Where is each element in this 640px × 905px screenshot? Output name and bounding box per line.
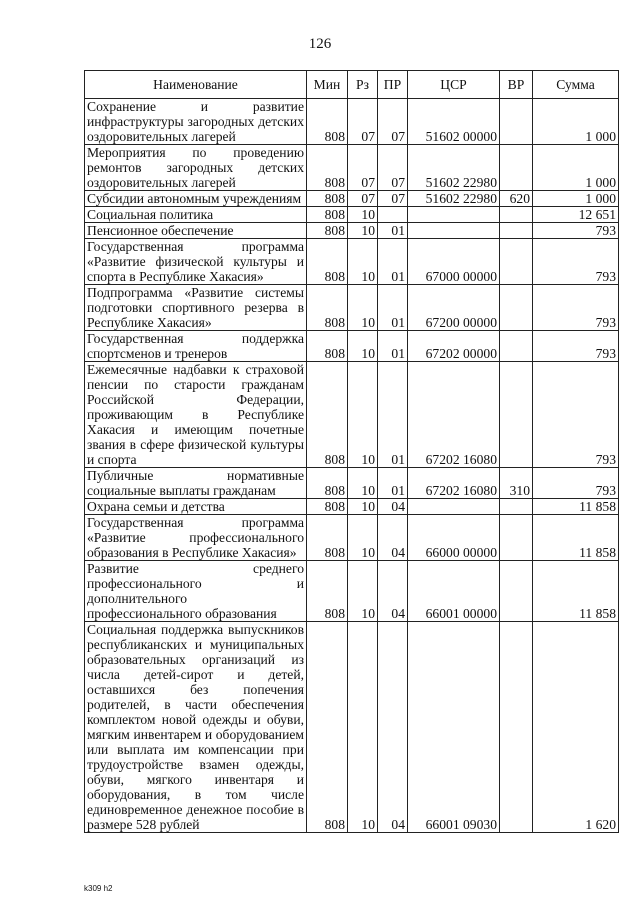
row-rz: 07: [348, 145, 378, 191]
document-code: k309 h2: [84, 884, 113, 893]
row-name: Подпрограмма «Развитие системы подготовки спортивного резерва в Республике Хакасия»: [85, 285, 307, 331]
row-csr: 66001 09030: [408, 622, 500, 833]
row-vr: [500, 362, 533, 468]
row-pr: 07: [378, 145, 408, 191]
header-csr: ЦСР: [408, 71, 500, 99]
row-csr: 67202 16080: [408, 362, 500, 468]
row-min: 808: [307, 468, 348, 499]
row-vr: [500, 561, 533, 622]
row-rz: 10: [348, 239, 378, 285]
row-sum: 12 651: [533, 207, 619, 223]
row-name: Государственная программа «Развитие профессионального образования в Республике Хакасия»: [85, 515, 307, 561]
row-name: Социальная политика: [85, 207, 307, 223]
row-rz: 10: [348, 515, 378, 561]
table-row: [85, 285, 619, 331]
row-rz: 07: [348, 99, 378, 145]
row-min: 808: [307, 207, 348, 223]
row-csr: [408, 207, 500, 223]
row-pr: 01: [378, 239, 408, 285]
row-sum: 793: [533, 331, 619, 362]
row-min: 808: [307, 99, 348, 145]
row-csr: [408, 499, 500, 515]
table-row: [85, 239, 619, 285]
row-sum: 793: [533, 223, 619, 239]
row-min: 808: [307, 285, 348, 331]
row-sum: 793: [533, 468, 619, 499]
row-min: 808: [307, 223, 348, 239]
row-rz: 10: [348, 362, 378, 468]
row-vr: [500, 622, 533, 833]
row-rz: 10: [348, 223, 378, 239]
row-min: 808: [307, 622, 348, 833]
header-sum: Сумма: [533, 71, 619, 99]
row-vr: 310: [500, 468, 533, 499]
row-sum: 1 000: [533, 191, 619, 207]
row-rz: 10: [348, 331, 378, 362]
row-rz: 10: [348, 285, 378, 331]
row-vr: [500, 515, 533, 561]
header-vr: ВР: [500, 71, 533, 99]
row-min: 808: [307, 331, 348, 362]
row-min: 808: [307, 515, 348, 561]
row-pr: 07: [378, 99, 408, 145]
row-name: Пенсионное обеспечение: [85, 223, 307, 239]
row-vr: [500, 239, 533, 285]
row-vr: [500, 331, 533, 362]
row-min: 808: [307, 561, 348, 622]
row-rz: 10: [348, 499, 378, 515]
row-vr: [500, 223, 533, 239]
row-pr: 01: [378, 285, 408, 331]
row-sum: 11 858: [533, 561, 619, 622]
table-row: [85, 191, 619, 207]
table-row: [85, 331, 619, 362]
row-csr: [408, 223, 500, 239]
row-pr: 01: [378, 362, 408, 468]
row-pr: [378, 207, 408, 223]
header-pr: ПР: [378, 71, 408, 99]
row-name: Мероприятия по проведению ремонтов загородных детских оздоровительных лагерей: [85, 145, 307, 191]
row-min: 808: [307, 362, 348, 468]
row-sum: 1 620: [533, 622, 619, 833]
row-sum: 793: [533, 239, 619, 285]
header-name: Наименование: [85, 71, 307, 99]
row-pr: 01: [378, 468, 408, 499]
row-name: Субсидии автономным учреждениям: [85, 191, 307, 207]
row-min: 808: [307, 239, 348, 285]
row-sum: 1 000: [533, 99, 619, 145]
row-name: Государственная поддержка спортсменов и тренеров: [85, 331, 307, 362]
table-row: [85, 561, 619, 622]
row-rz: 10: [348, 622, 378, 833]
row-vr: [500, 285, 533, 331]
row-csr: 67202 00000: [408, 331, 500, 362]
row-pr: 07: [378, 191, 408, 207]
row-pr: 04: [378, 499, 408, 515]
row-sum: 1 000: [533, 145, 619, 191]
table-row: [85, 622, 619, 833]
table-header-row: [85, 71, 619, 99]
row-vr: [500, 145, 533, 191]
table-row: [85, 499, 619, 515]
row-csr: 66000 00000: [408, 515, 500, 561]
row-csr: 67200 00000: [408, 285, 500, 331]
row-rz: 07: [348, 191, 378, 207]
row-vr: [500, 207, 533, 223]
table-row: [85, 145, 619, 191]
row-csr: 67202 16080: [408, 468, 500, 499]
table-row: [85, 468, 619, 499]
row-csr: 51602 22980: [408, 191, 500, 207]
table-row: [85, 515, 619, 561]
row-pr: 04: [378, 622, 408, 833]
row-rz: 10: [348, 561, 378, 622]
row-name: Ежемесячные надбавки к страховой пенсии по старости гражданам Российской Федерации, проживающим в Республике Хакасия и имеющим почетные звания в сфере физической культуры и спорта: [85, 362, 307, 468]
row-sum: 11 858: [533, 515, 619, 561]
header-rz: Рз: [348, 71, 378, 99]
row-min: 808: [307, 191, 348, 207]
row-sum: 793: [533, 362, 619, 468]
page-number: 126: [308, 36, 332, 52]
row-name: Развитие среднего профессионального и дополнительного профессионального образования: [85, 561, 307, 622]
row-csr: 51602 22980: [408, 145, 500, 191]
row-sum: 793: [533, 285, 619, 331]
row-vr: [500, 99, 533, 145]
row-name: Охрана семьи и детства: [85, 499, 307, 515]
row-name: Публичные нормативные социальные выплаты гражданам: [85, 468, 307, 499]
row-pr: 04: [378, 561, 408, 622]
row-min: 808: [307, 499, 348, 515]
row-pr: 01: [378, 331, 408, 362]
table-row: [85, 362, 619, 468]
row-vr: 620: [500, 191, 533, 207]
row-csr: 51602 00000: [408, 99, 500, 145]
budget-table: [84, 70, 619, 833]
row-min: 808: [307, 145, 348, 191]
row-name: Социальная поддержка выпускников республиканских и муниципальных образовательных организаций из числа детей-сирот и детей, оставшихся без попечения родителей, в части обеспечения комплектом новой одежды и обуви, мягким инвентарем и оборудованием или выплата им компенсации при трудоустройстве взамен одежды, обуви, мягкого инвентаря и оборудования, в том числе единовременное денежное пособие в размере 528 рублей: [85, 622, 307, 833]
row-rz: 10: [348, 468, 378, 499]
table-row: [85, 207, 619, 223]
row-vr: [500, 499, 533, 515]
row-pr: 01: [378, 223, 408, 239]
row-csr: 66001 00000: [408, 561, 500, 622]
row-name: Сохранение и развитие инфраструктуры загородных детских оздоровительных лагерей: [85, 99, 307, 145]
row-pr: 04: [378, 515, 408, 561]
row-name: Государственная программа «Развитие физической культуры и спорта в Республике Хакасия»: [85, 239, 307, 285]
row-csr: 67000 00000: [408, 239, 500, 285]
table-row: [85, 99, 619, 145]
header-min: Мин: [307, 71, 348, 99]
table-row: [85, 223, 619, 239]
row-sum: 11 858: [533, 499, 619, 515]
row-rz: 10: [348, 207, 378, 223]
